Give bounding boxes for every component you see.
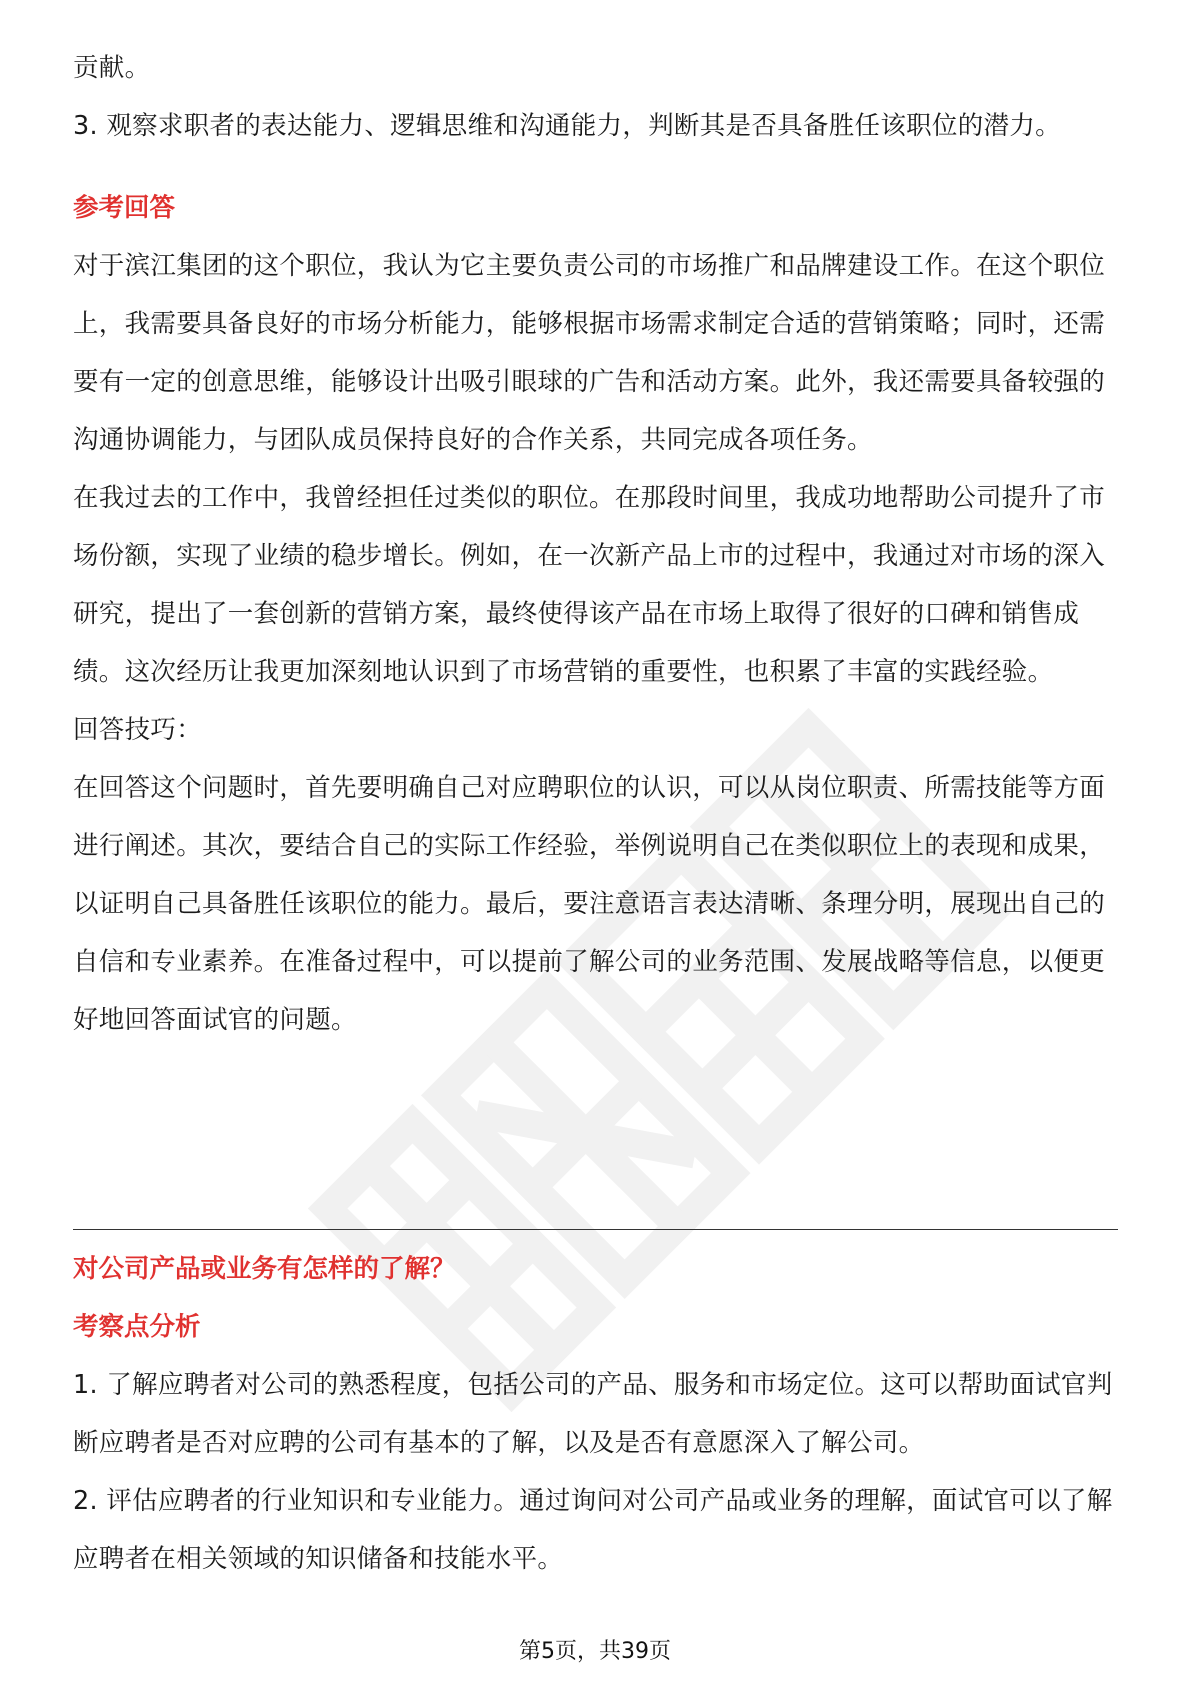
analysis-item-2: 2. 评估应聘者的行业知识和专业能力。通过询问对公司产品或业务的理解，面试官可以了解应聘者在相关领域的知识储备和技能水平。 (73, 1486, 1113, 1574)
analysis-item-3: 3. 观察求职者的表达能力、逻辑思维和沟通能力，判断其是否具备胜任该职位的潜力。 (73, 111, 1061, 141)
reference-answer-paragraph-2: 在我过去的工作中，我曾经担任过类似的职位。在那段时间里，我成功地帮助公司提升了市场份额，实现了业绩的稳步增长。例如，在一次新产品上市的过程中，我通过对市场的深入研究，提出了一套创新的营销方案，最终使得该产品在市场上取得了很好的口碑和销售成绩。这次经历让我更加深刻地认识到了市场营销的重要性，也积累了丰富的实践经验。 (73, 483, 1106, 687)
document-body (73, 0, 1118, 1049)
reference-answer-paragraph-1: 对于滨江集团的这个职位，我认为它主要负责公司的市场推广和品牌建设工作。在这个职位上，我需要具备良好的市场分析能力，能够根据市场需求制定合适的营销策略；同时，还需要有一定的创意思维，能够设计出吸引眼球的广告和活动方案。此外，我还需要具备较强的沟通协调能力，与团队成员保持良好的合作关系，共同完成各项任务。 (73, 251, 1106, 455)
question-title: 对公司产品或业务有怎样的了解？ (73, 1254, 456, 1284)
analysis-heading: 考察点分析 (73, 1312, 201, 1342)
answer-tips-text: 在回答这个问题时，首先要明确自己对应聘职位的认识，可以从岗位职责、所需技能等方面进行阐述。其次，要结合自己的实际工作经验，举例说明自己在类似职位上的表现和成果，以证明自己具备胜任该职位的能力。最后，要注意语言表达清晰、条理分明，展现出自己的自信和专业素养。在准备过程中，可以提前了解公司的业务范围、发展战略等信息，以便更好地回答面试官的问题。 (73, 773, 1106, 1035)
page-number: 第5页，共39页 (519, 1639, 671, 1664)
section-divider (73, 1229, 1118, 1230)
reference-answer-heading: 参考回答 (73, 193, 176, 223)
answer-tips-label: 回答技巧： (73, 715, 203, 745)
analysis-item-1: 1. 了解应聘者对公司的熟悉程度，包括公司的产品、服务和市场定位。这可以帮助面试官判断应聘者是否对应聘的公司有基本的了解，以及是否有意愿深入了解公司。 (73, 1370, 1113, 1458)
question-section (73, 1240, 1118, 1588)
previous-section-tail: 贡献。 (73, 53, 151, 83)
